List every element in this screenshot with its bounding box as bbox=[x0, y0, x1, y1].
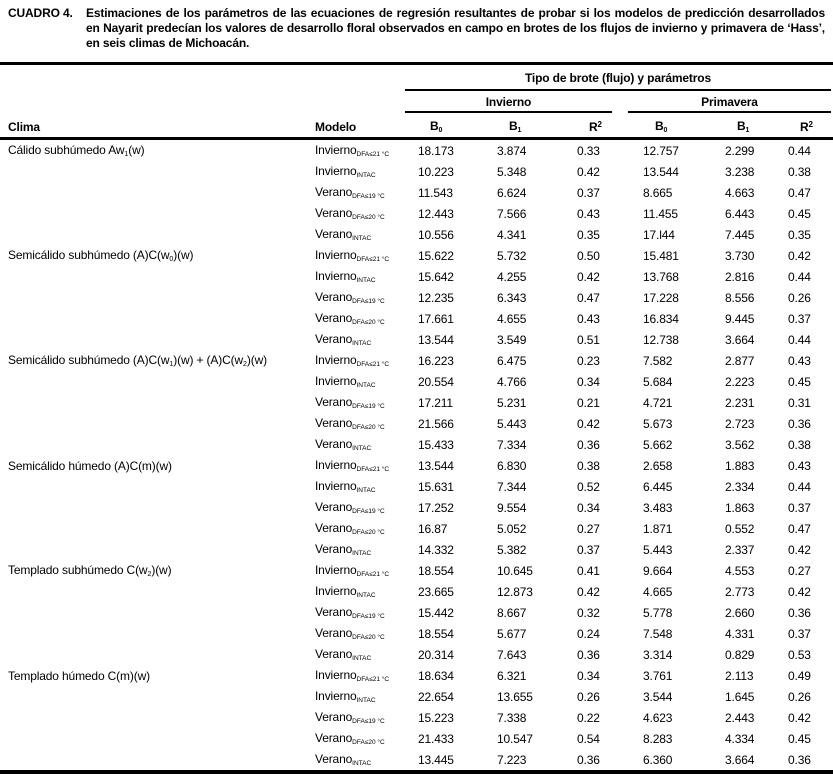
value-cell: 2.334 bbox=[725, 479, 755, 494]
value-cell: 0.31 bbox=[788, 395, 811, 410]
value-cell: 0.42 bbox=[788, 248, 811, 263]
value-cell: 3.730 bbox=[725, 248, 755, 263]
table-row bbox=[0, 581, 833, 602]
value-cell: 7.445 bbox=[725, 227, 755, 242]
value-cell: 15.622 bbox=[418, 248, 454, 263]
value-cell: 0.43 bbox=[788, 458, 811, 473]
value-cell: 0.35 bbox=[788, 227, 811, 242]
value-cell: 0.45 bbox=[788, 206, 811, 221]
table-row bbox=[0, 308, 833, 329]
value-cell: 0.829 bbox=[725, 647, 755, 662]
value-cell: 10.556 bbox=[418, 227, 454, 242]
value-cell: 0.44 bbox=[788, 479, 811, 494]
value-cell: 13.445 bbox=[418, 752, 454, 767]
modelo-cell: Verano$_{DFA\le 20 ^\circ C}$ bbox=[315, 206, 385, 221]
table-row bbox=[0, 455, 833, 476]
value-cell: 0.37 bbox=[788, 626, 811, 641]
value-cell: 0.44 bbox=[788, 332, 811, 347]
value-cell: 0.37 bbox=[577, 185, 600, 200]
value-cell: 7.344 bbox=[497, 479, 527, 494]
value-cell: 0.47 bbox=[577, 290, 600, 305]
value-cell: 1.863 bbox=[725, 500, 755, 515]
value-cell: 12.235 bbox=[418, 290, 454, 305]
value-cell: 0.43 bbox=[788, 353, 811, 368]
modelo-cell: Invierno$_{INTAC}$ bbox=[315, 269, 376, 284]
value-cell: 1.645 bbox=[725, 689, 755, 704]
value-cell: 0.42 bbox=[788, 710, 811, 725]
value-cell: 0.44 bbox=[788, 269, 811, 284]
value-cell: 8.556 bbox=[725, 290, 755, 305]
clima-cell: Templado húmedo C(m)(w) bbox=[8, 668, 150, 683]
modelo-cell: Verano$_{DFA\le 20 ^\circ C}$ bbox=[315, 521, 385, 536]
value-cell: 0.42 bbox=[577, 584, 600, 599]
table-caption-label: CUADRO 4. bbox=[8, 6, 73, 20]
modelo-cell: Verano$_{INTAC}$ bbox=[315, 752, 372, 767]
clima-cell: Templado subhúmedo $C(w_2)(w)$ bbox=[8, 563, 172, 578]
value-cell: 3.562 bbox=[725, 437, 755, 452]
modelo-cell: Invierno$_{DFA\le 21 ^\circ C}$ bbox=[315, 248, 390, 263]
column-header-row bbox=[0, 113, 833, 137]
value-cell: 17.252 bbox=[418, 500, 454, 515]
modelo-cell: Verano$_{INTAC}$ bbox=[315, 437, 372, 452]
col-header-param-0: $B_0$ bbox=[430, 119, 443, 134]
value-cell: 5.673 bbox=[643, 416, 673, 431]
value-cell: 3.314 bbox=[643, 647, 673, 662]
modelo-cell: Verano$_{DFA\le 19 ^\circ C}$ bbox=[315, 185, 385, 200]
value-cell: 14.332 bbox=[418, 542, 454, 557]
value-cell: 0.38 bbox=[788, 164, 811, 179]
value-cell: 2.337 bbox=[725, 542, 755, 557]
value-cell: 7.643 bbox=[497, 647, 527, 662]
value-cell: 18.554 bbox=[418, 626, 454, 641]
value-cell: 0.34 bbox=[577, 500, 600, 515]
value-cell: 4.623 bbox=[643, 710, 673, 725]
value-cell: 16.834 bbox=[643, 311, 679, 326]
group-header-invierno-label: Invierno bbox=[485, 95, 532, 109]
value-cell: 15.223 bbox=[418, 710, 454, 725]
value-cell: 5.348 bbox=[497, 164, 527, 179]
span-header-label: Tipo de brote (flujo) y parámetros bbox=[524, 71, 712, 85]
value-cell: 15.442 bbox=[418, 605, 454, 620]
table-row bbox=[0, 266, 833, 287]
modelo-cell: Verano$_{INTAC}$ bbox=[315, 542, 372, 557]
group-header-primavera-label: Primavera bbox=[701, 95, 758, 109]
value-cell: 23.665 bbox=[418, 584, 454, 599]
value-cell: 17.l44 bbox=[643, 227, 675, 242]
value-cell: 3.664 bbox=[725, 752, 755, 767]
value-cell: 7.338 bbox=[497, 710, 527, 725]
value-cell: 0.47 bbox=[788, 185, 811, 200]
value-cell: 4.663 bbox=[725, 185, 755, 200]
value-cell: 18.634 bbox=[418, 668, 454, 683]
col-header-modelo: Modelo bbox=[315, 120, 357, 134]
value-cell: 22.654 bbox=[418, 689, 454, 704]
table-row bbox=[0, 518, 833, 539]
value-cell: 2.113 bbox=[725, 668, 754, 683]
value-cell: 0.33 bbox=[577, 143, 600, 158]
modelo-cell: Verano$_{DFA\le 20 ^\circ C}$ bbox=[315, 626, 385, 641]
value-cell: 16.223 bbox=[418, 353, 454, 368]
value-cell: 0.552 bbox=[725, 521, 755, 536]
value-cell: 0.35 bbox=[577, 227, 600, 242]
table-row bbox=[0, 413, 833, 434]
value-cell: 10.223 bbox=[418, 164, 454, 179]
value-cell: 0.34 bbox=[577, 668, 600, 683]
value-cell: 15.631 bbox=[418, 479, 454, 494]
value-cell: 7.548 bbox=[643, 626, 673, 641]
modelo-cell: Verano$_{DFA\le 19 ^\circ C}$ bbox=[315, 500, 385, 515]
value-cell: 0.45 bbox=[788, 731, 811, 746]
value-cell: 0.36 bbox=[577, 752, 600, 767]
clima-cell: Semicálido subhúmedo $(A)C(w_1)(w) + (A)C(w_2)(w)$ bbox=[8, 353, 267, 368]
value-cell: 0.27 bbox=[577, 521, 600, 536]
table-row bbox=[0, 476, 833, 497]
value-cell: 11.455 bbox=[643, 206, 678, 221]
value-cell: 2.773 bbox=[725, 584, 755, 599]
table-row bbox=[0, 560, 833, 581]
value-cell: 4.665 bbox=[643, 584, 673, 599]
value-cell: 3.483 bbox=[643, 500, 673, 515]
value-cell: 1.883 bbox=[725, 458, 755, 473]
value-cell: 3.549 bbox=[497, 332, 527, 347]
value-cell: 10.645 bbox=[497, 563, 533, 578]
value-cell: 0.24 bbox=[577, 626, 600, 641]
table-row bbox=[0, 686, 833, 707]
group-header-invierno bbox=[405, 91, 612, 113]
value-cell: 6.624 bbox=[497, 185, 527, 200]
value-cell: 17.211 bbox=[418, 395, 453, 410]
value-cell: 5.382 bbox=[497, 542, 527, 557]
value-cell: 0.36 bbox=[577, 647, 600, 662]
value-cell: 0.54 bbox=[577, 731, 600, 746]
value-cell: 4.255 bbox=[497, 269, 527, 284]
value-cell: 8.667 bbox=[497, 605, 527, 620]
value-cell: 0.42 bbox=[577, 164, 600, 179]
modelo-cell: Verano$_{DFA\le 19 ^\circ C}$ bbox=[315, 710, 385, 725]
value-cell: 0.26 bbox=[788, 290, 811, 305]
value-cell: 0.37 bbox=[788, 311, 811, 326]
table-row bbox=[0, 182, 833, 203]
value-cell: 13.544 bbox=[418, 332, 454, 347]
value-cell: 0.38 bbox=[577, 458, 600, 473]
table-caption-text: Estimaciones de los parámetros de las ecuaciones de regresión resultantes de probar si los modelos de predicción desarrollados en Nayarit predecían los valores de desarrollo floral observados en campo en brotes de los flujos de invierno y primavera de ‘Hass’, en seis climas de Michoacán. bbox=[86, 6, 825, 50]
table-row bbox=[0, 161, 833, 182]
table-row bbox=[0, 497, 833, 518]
value-cell: 0.27 bbox=[788, 563, 811, 578]
value-cell: 0.53 bbox=[788, 647, 811, 662]
value-cell: 0.44 bbox=[788, 143, 811, 158]
table-caption bbox=[0, 0, 833, 51]
value-cell: 0.43 bbox=[577, 311, 600, 326]
modelo-cell: Invierno$_{INTAC}$ bbox=[315, 584, 376, 599]
value-cell: 0.51 bbox=[577, 332, 600, 347]
table-row bbox=[0, 665, 833, 686]
value-cell: 16.87 bbox=[418, 521, 448, 536]
value-cell: 4.766 bbox=[497, 374, 527, 389]
value-cell: 5.231 bbox=[497, 395, 527, 410]
clima-cell: Semicálido húmedo (A)C(m)(w) bbox=[8, 458, 172, 473]
modelo-cell: Verano$_{DFA\le 20 ^\circ C}$ bbox=[315, 416, 385, 431]
value-cell: 3.664 bbox=[725, 332, 755, 347]
value-cell: 0.37 bbox=[788, 500, 811, 515]
value-cell: 0.43 bbox=[577, 206, 600, 221]
value-cell: 15.481 bbox=[643, 248, 679, 263]
value-cell: 0.42 bbox=[788, 542, 811, 557]
value-cell: 9.445 bbox=[725, 311, 755, 326]
value-cell: 0.47 bbox=[788, 521, 811, 536]
value-cell: 0.50 bbox=[577, 248, 600, 263]
value-cell: 6.443 bbox=[725, 206, 755, 221]
value-cell: 2.660 bbox=[725, 605, 755, 620]
value-cell: 2.877 bbox=[725, 353, 755, 368]
modelo-cell: Verano$_{INTAC}$ bbox=[315, 227, 372, 242]
col-header-param-5: $R^2$ bbox=[800, 120, 813, 134]
value-cell: 13.768 bbox=[643, 269, 679, 284]
value-cell: 13.544 bbox=[418, 458, 454, 473]
modelo-cell: Verano$_{DFA\le 20 ^\circ C}$ bbox=[315, 311, 385, 326]
modelo-cell: Invierno$_{INTAC}$ bbox=[315, 689, 376, 704]
modelo-cell: Verano$_{DFA\le 19 ^\circ C}$ bbox=[315, 395, 385, 410]
span-header bbox=[405, 65, 831, 91]
value-cell: 0.42 bbox=[577, 269, 600, 284]
value-cell: 4.341 bbox=[497, 227, 527, 242]
value-cell: 0.52 bbox=[577, 479, 600, 494]
value-cell: 4.553 bbox=[725, 563, 755, 578]
modelo-cell: Verano$_{DFA\le 19 ^\circ C}$ bbox=[315, 605, 385, 620]
value-cell: 13.544 bbox=[643, 164, 679, 179]
table-header bbox=[0, 65, 833, 137]
modelo-cell: Invierno$_{INTAC}$ bbox=[315, 164, 376, 179]
table-row bbox=[0, 623, 833, 644]
table-row bbox=[0, 749, 833, 770]
value-cell: 12.873 bbox=[497, 584, 533, 599]
value-cell: 5.732 bbox=[497, 248, 527, 263]
value-cell: 9.664 bbox=[643, 563, 673, 578]
value-cell: 0.32 bbox=[577, 605, 600, 620]
value-cell: 0.36 bbox=[788, 752, 811, 767]
value-cell: 0.38 bbox=[788, 437, 811, 452]
modelo-cell: Verano$_{INTAC}$ bbox=[315, 332, 372, 347]
regression-table bbox=[0, 62, 833, 774]
modelo-cell: Invierno$_{INTAC}$ bbox=[315, 479, 376, 494]
value-cell: 0.21 bbox=[577, 395, 600, 410]
col-header-param-2: $R^2$ bbox=[589, 120, 602, 134]
value-cell: 11.543 bbox=[418, 185, 453, 200]
value-cell: 21.433 bbox=[418, 731, 454, 746]
value-cell: 0.26 bbox=[788, 689, 811, 704]
table-row bbox=[0, 203, 833, 224]
value-cell: 7.582 bbox=[643, 353, 673, 368]
modelo-cell: Invierno$_{DFA\le 21 ^\circ C}$ bbox=[315, 353, 390, 368]
value-cell: 12.757 bbox=[643, 143, 679, 158]
value-cell: 3.238 bbox=[725, 164, 755, 179]
value-cell: 0.23 bbox=[577, 353, 600, 368]
value-cell: 17.228 bbox=[643, 290, 679, 305]
value-cell: 5.677 bbox=[497, 626, 527, 641]
value-cell: 8.283 bbox=[643, 731, 673, 746]
value-cell: 0.42 bbox=[788, 584, 811, 599]
value-cell: 5.443 bbox=[497, 416, 527, 431]
modelo-cell: Verano$_{DFA\le 19 ^\circ C}$ bbox=[315, 290, 385, 305]
value-cell: 4.331 bbox=[725, 626, 755, 641]
col-header-clima: Clima bbox=[8, 120, 40, 134]
table-row bbox=[0, 728, 833, 749]
value-cell: 20.314 bbox=[418, 647, 454, 662]
modelo-cell: Verano$_{DFA\le 20 ^\circ C}$ bbox=[315, 731, 385, 746]
value-cell: 21.566 bbox=[418, 416, 454, 431]
value-cell: 7.334 bbox=[497, 437, 527, 452]
value-cell: 0.41 bbox=[577, 563, 600, 578]
clima-cell: Semicálido subhúmedo $(A)C(w_0)(w)$ bbox=[8, 248, 194, 263]
value-cell: 8.665 bbox=[643, 185, 673, 200]
value-cell: 0.22 bbox=[577, 710, 600, 725]
value-cell: 4.721 bbox=[643, 395, 673, 410]
value-cell: 12.443 bbox=[418, 206, 454, 221]
value-cell: 13.655 bbox=[497, 689, 533, 704]
table-row bbox=[0, 707, 833, 728]
value-cell: 20.554 bbox=[418, 374, 454, 389]
value-cell: 18.173 bbox=[418, 143, 454, 158]
modelo-cell: Invierno$_{INTAC}$ bbox=[315, 374, 376, 389]
value-cell: 3.544 bbox=[643, 689, 673, 704]
value-cell: 0.34 bbox=[577, 374, 600, 389]
value-cell: 1.871 bbox=[643, 521, 673, 536]
value-cell: 4.334 bbox=[725, 731, 755, 746]
value-cell: 0.36 bbox=[788, 605, 811, 620]
col-header-param-3: $B_0$ bbox=[655, 119, 668, 134]
value-cell: 5.684 bbox=[643, 374, 673, 389]
table-row bbox=[0, 329, 833, 350]
modelo-cell: Invierno$_{DFA\le 21 ^\circ C}$ bbox=[315, 668, 390, 683]
value-cell: 3.761 bbox=[643, 668, 673, 683]
value-cell: 0.26 bbox=[577, 689, 600, 704]
table-row bbox=[0, 140, 833, 161]
value-cell: 0.42 bbox=[577, 416, 600, 431]
value-cell: 15.433 bbox=[418, 437, 454, 452]
value-cell: 10.547 bbox=[497, 731, 533, 746]
value-cell: 0.36 bbox=[788, 416, 811, 431]
value-cell: 2.723 bbox=[725, 416, 755, 431]
value-cell: 7.566 bbox=[497, 206, 527, 221]
value-cell: 6.475 bbox=[497, 353, 527, 368]
value-cell: 5.662 bbox=[643, 437, 673, 452]
value-cell: 6.343 bbox=[497, 290, 527, 305]
value-cell: 17.661 bbox=[418, 311, 454, 326]
value-cell: 2.299 bbox=[725, 143, 755, 158]
table-row bbox=[0, 539, 833, 560]
value-cell: 3.874 bbox=[497, 143, 527, 158]
table-bottom-rule bbox=[0, 770, 833, 774]
modelo-cell: Verano$_{INTAC}$ bbox=[315, 647, 372, 662]
value-cell: 15.642 bbox=[418, 269, 454, 284]
value-cell: 5.778 bbox=[643, 605, 673, 620]
value-cell: 6.445 bbox=[643, 479, 673, 494]
value-cell: 0.49 bbox=[788, 668, 811, 683]
value-cell: 6.360 bbox=[643, 752, 673, 767]
group-header-primavera bbox=[628, 91, 831, 113]
table-row bbox=[0, 371, 833, 392]
col-header-param-4: $B_1$ bbox=[737, 119, 750, 134]
modelo-cell: Invierno$_{DFA\le 21 ^\circ C}$ bbox=[315, 458, 390, 473]
value-cell: 0.45 bbox=[788, 374, 811, 389]
value-cell: 2.816 bbox=[725, 269, 755, 284]
table-row bbox=[0, 644, 833, 665]
value-cell: 0.36 bbox=[577, 437, 600, 452]
table-row bbox=[0, 224, 833, 245]
table-row bbox=[0, 245, 833, 266]
clima-cell: Cálido subhúmedo $Aw_1(w)$ bbox=[8, 143, 145, 158]
value-cell: 7.223 bbox=[497, 752, 527, 767]
table-row bbox=[0, 434, 833, 455]
table-row bbox=[0, 287, 833, 308]
value-cell: 9.554 bbox=[497, 500, 527, 515]
value-cell: 4.655 bbox=[497, 311, 527, 326]
value-cell: 5.052 bbox=[497, 521, 527, 536]
table-row bbox=[0, 392, 833, 413]
value-cell: 2.231 bbox=[725, 395, 755, 410]
value-cell: 5.443 bbox=[643, 542, 673, 557]
value-cell: 2.658 bbox=[643, 458, 673, 473]
value-cell: 0.37 bbox=[577, 542, 600, 557]
table-body bbox=[0, 140, 833, 770]
table-row bbox=[0, 350, 833, 371]
value-cell: 6.830 bbox=[497, 458, 527, 473]
value-cell: 2.443 bbox=[725, 710, 755, 725]
value-cell: 12.738 bbox=[643, 332, 679, 347]
value-cell: 2.223 bbox=[725, 374, 755, 389]
value-cell: 18.554 bbox=[418, 563, 454, 578]
modelo-cell: Invierno$_{DFA\le 21 ^\circ C}$ bbox=[315, 563, 390, 578]
modelo-cell: Invierno$_{DFA\le 21 ^\circ C}$ bbox=[315, 143, 390, 158]
value-cell: 6.321 bbox=[497, 668, 527, 683]
table-row bbox=[0, 602, 833, 623]
col-header-param-1: $B_1$ bbox=[509, 119, 522, 134]
